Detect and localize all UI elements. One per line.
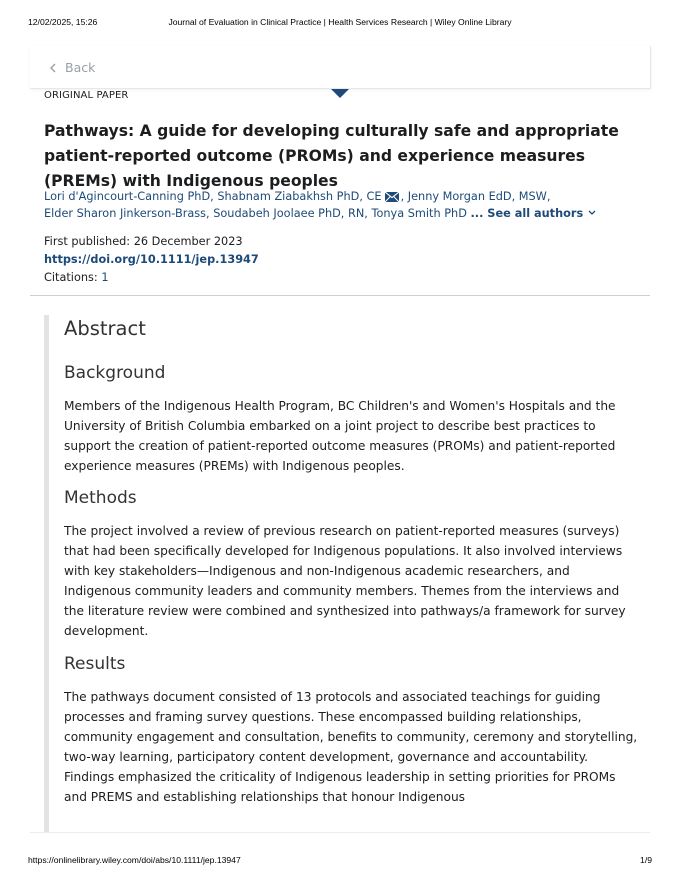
citations-count-link[interactable]: 1 (101, 271, 109, 284)
article-title: Pathways: A guide for developing culturally safe and appropriate patient-reported outcome (PROMs) and experience measures (PREMs) with Indigenous peoples (44, 122, 619, 190)
chevron-down-icon (587, 209, 597, 217)
author-link[interactable]: Tonya Smith PhD (371, 207, 467, 220)
abstract-section (44, 315, 645, 833)
section-divider (30, 295, 650, 296)
back-bar (30, 46, 651, 89)
background-heading: Background (64, 363, 166, 383)
bottom-rule (30, 832, 650, 833)
publication-info (44, 233, 259, 287)
methods-text: The project involved a review of previous research on patient-reported measures (surveys) that had been specifically developed for Indigenous populations. It also involved interviews with key stakeholders—Indigenous and non-Indigenous academic researchers, and Indigenous community leaders and community members. Themes from the interviews and the literature review were combined and synthesized into pathways/a framework for survey development. (64, 524, 626, 638)
citations (44, 269, 259, 287)
doi-link[interactable]: https://doi.org/10.1111/jep.13947 (44, 253, 259, 266)
methods-heading: Methods (64, 488, 137, 508)
first-published: First published: 26 December 2023 (44, 235, 243, 248)
author-link[interactable]: Shabnam Ziabakhsh PhD, CE (217, 190, 382, 203)
see-all-authors-label: ... See all authors (470, 207, 584, 220)
author-link[interactable]: Elder Sharon Jinkerson-Brass (44, 207, 207, 220)
author-link[interactable]: Jenny Morgan EdD, MSW (407, 190, 547, 203)
author-link[interactable]: Soudabeh Joolaee PhD, RN (213, 207, 365, 220)
envelope-icon[interactable] (385, 192, 399, 202)
author-link[interactable]: Lori d'Agincourt-Canning PhD (44, 190, 211, 203)
print-page-title: Journal of Evaluation in Clinical Practice | Health Services Research | Wiley Online Library (168, 17, 512, 27)
article-type: ORIGINAL PAPER (44, 90, 129, 101)
results-heading: Results (64, 654, 126, 674)
back-label: Back (65, 60, 96, 75)
print-header (0, 17, 680, 29)
author-list: Lori d'Agincourt-Canning PhD, Shabnam Ziabakhsh PhD, CE , Jenny Morgan EdD, MSW, Elder Sharon Jinkerson-Brass, Soudabeh Joolaee PhD, RN, Tonya Smith PhD ... See all authors (44, 188, 644, 222)
see-all-authors-link[interactable] (471, 207, 598, 220)
print-url: https://onlinelibrary.wiley.com/doi/abs/10.1111/jep.13947 (28, 855, 241, 865)
active-tab-indicator (331, 89, 349, 98)
print-page-number: 1/9 (640, 855, 652, 865)
citations-label: Citations: (44, 271, 102, 284)
results-text: The pathways document consisted of 13 protocols and associated teachings for guiding processes and framing survey questions. These encompassed building relationships, community engagement and consultation, benefits to community, ceremony and storytelling, two-way learning, participatory content development, governance and accountability. Findings emphasized the criticality of Indigenous leadership in setting priorities for PROMs and PREMS and establishing relationships that honour Indigenous (64, 690, 638, 804)
print-footer (0, 855, 680, 867)
chevron-left-icon (47, 62, 59, 74)
back-link[interactable] (47, 60, 95, 75)
background-text: Members of the Indigenous Health Program, BC Children's and Women's Hospitals and the University of British Columbia embarked on a joint project to describe best practices to support the creation of patient-reported outcome measures (PROMs) and patient-reported experience measures (PREMs) with Indigenous peoples. (64, 399, 616, 473)
abstract-heading: Abstract (64, 317, 146, 340)
print-timestamp: 12/02/2025, 15:26 (28, 17, 98, 27)
